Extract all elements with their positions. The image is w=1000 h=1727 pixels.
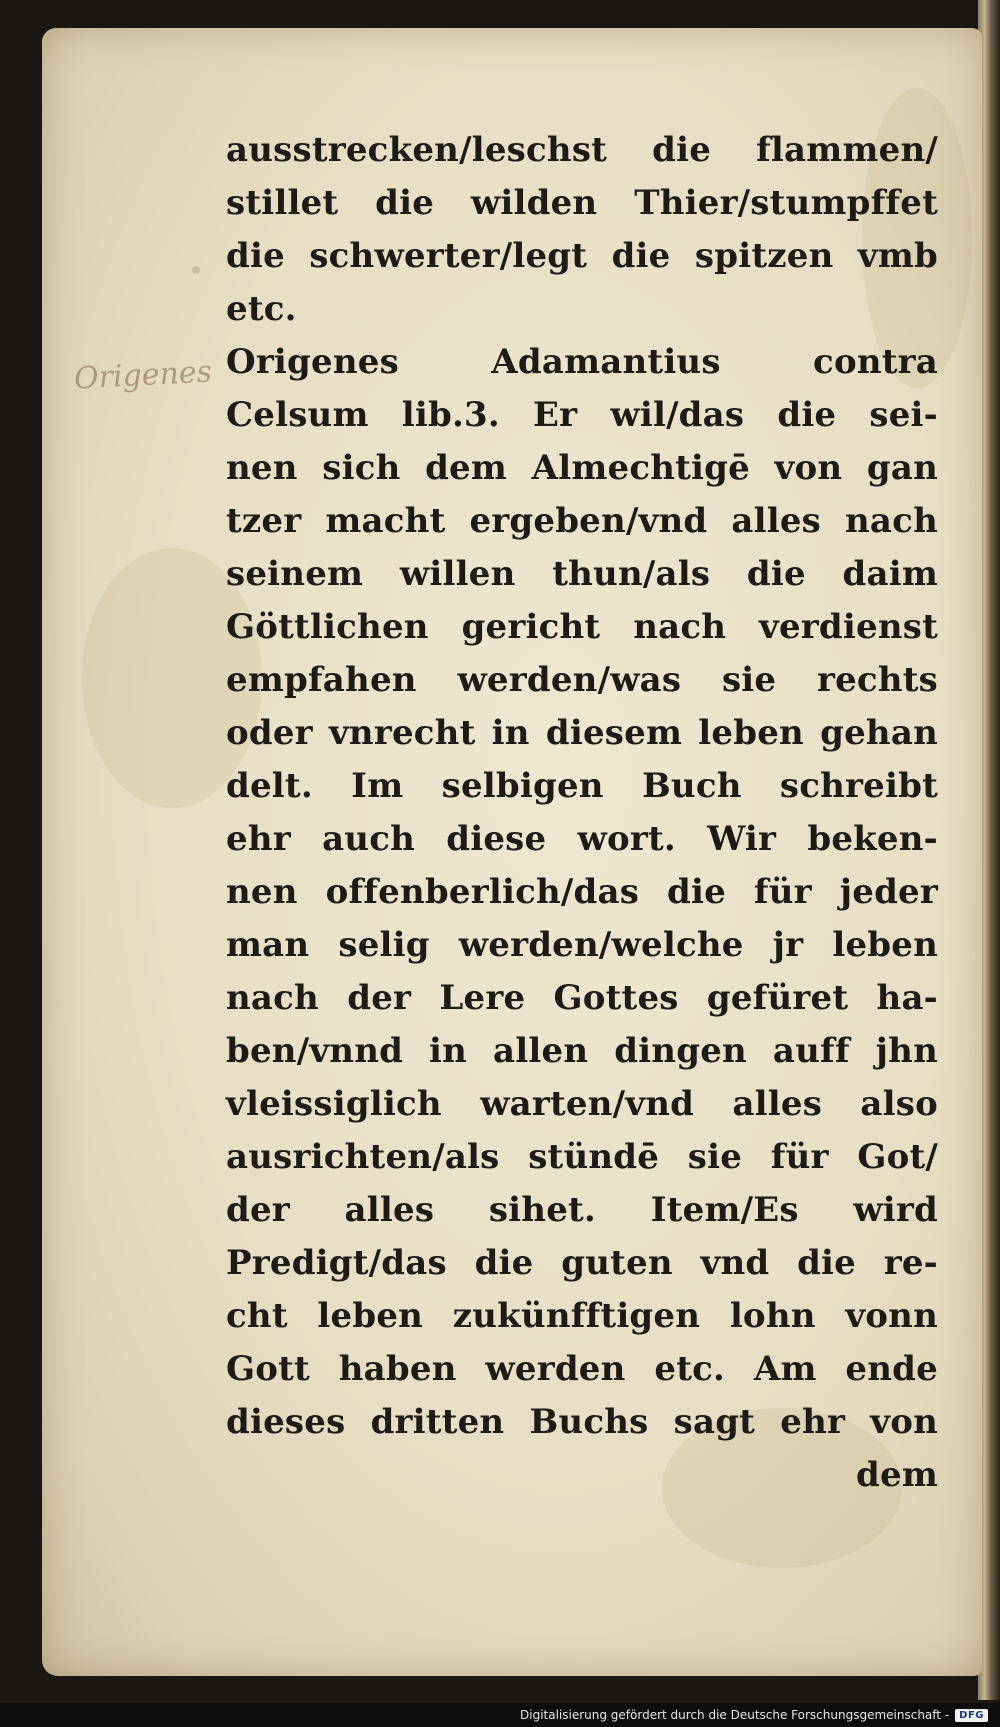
text-line: nen offenberlich/das die für jeder <box>226 872 938 912</box>
text-line: nen sich dem Almechtigē von gan <box>226 448 938 488</box>
footer-bar <box>0 1703 1000 1727</box>
text-line: etc. <box>226 289 297 329</box>
text-line: tzer macht ergeben/vnd alles nach <box>226 501 938 541</box>
text-line: man selig werden/welche jr leben <box>226 925 938 965</box>
text-line: cht leben zukünfftigen lohn vonn <box>226 1296 938 1336</box>
text-line: delt. Im selbigen Buch schreibt <box>226 766 938 806</box>
text-line: die schwerter/legt die spitzen vmb <box>226 236 938 276</box>
text-line: der alles sihet. Item/Es wird <box>226 1190 938 1230</box>
text-line: ben/vnnd in allen dingen auff jhn <box>226 1031 938 1071</box>
dfg-logo-icon: DFG <box>955 1709 988 1722</box>
text-line: vleissiglich warten/vnd alles also <box>226 1084 938 1124</box>
funding-credit: Digitalisierung gefördert durch die Deutsche Forschungsgemeinschaft - <box>520 1708 950 1722</box>
text-block <box>226 124 938 1502</box>
margin-mark <box>192 266 200 274</box>
text-line: Göttlichen gericht nach verdienst <box>226 607 938 647</box>
text-line: dieses dritten Buchs sagt ehr von <box>226 1402 938 1442</box>
text-line: stillet die wilden Thier/stumpffet <box>226 183 938 223</box>
text-line: nach der Lere Gottes gefüret ha- <box>226 978 938 1018</box>
text-line: oder vnrecht in diesem leben gehan <box>226 713 938 753</box>
text-line: ausrichten/als stündē sie für Got/ <box>226 1137 938 1177</box>
text-line: Predigt/das die guten vnd die re- <box>226 1243 938 1283</box>
text-line: seinem willen thun/als die daim <box>226 554 938 594</box>
margin-note: Origenes <box>73 354 213 397</box>
text-line: Celsum lib.3. Er wil/das die sei- <box>226 395 938 435</box>
text-line: ehr auch diese wort. Wir beken- <box>226 819 938 859</box>
text-line: Gott haben werden etc. Am ende <box>226 1349 938 1389</box>
catchword: dem <box>856 1455 938 1495</box>
text-line: ausstrecken/leschst die flammen/ <box>226 130 938 170</box>
book-page <box>42 28 982 1676</box>
text-line: empfahen werden/was sie rechts <box>226 660 938 700</box>
text-line: Origenes Adamantius contra <box>226 342 938 382</box>
